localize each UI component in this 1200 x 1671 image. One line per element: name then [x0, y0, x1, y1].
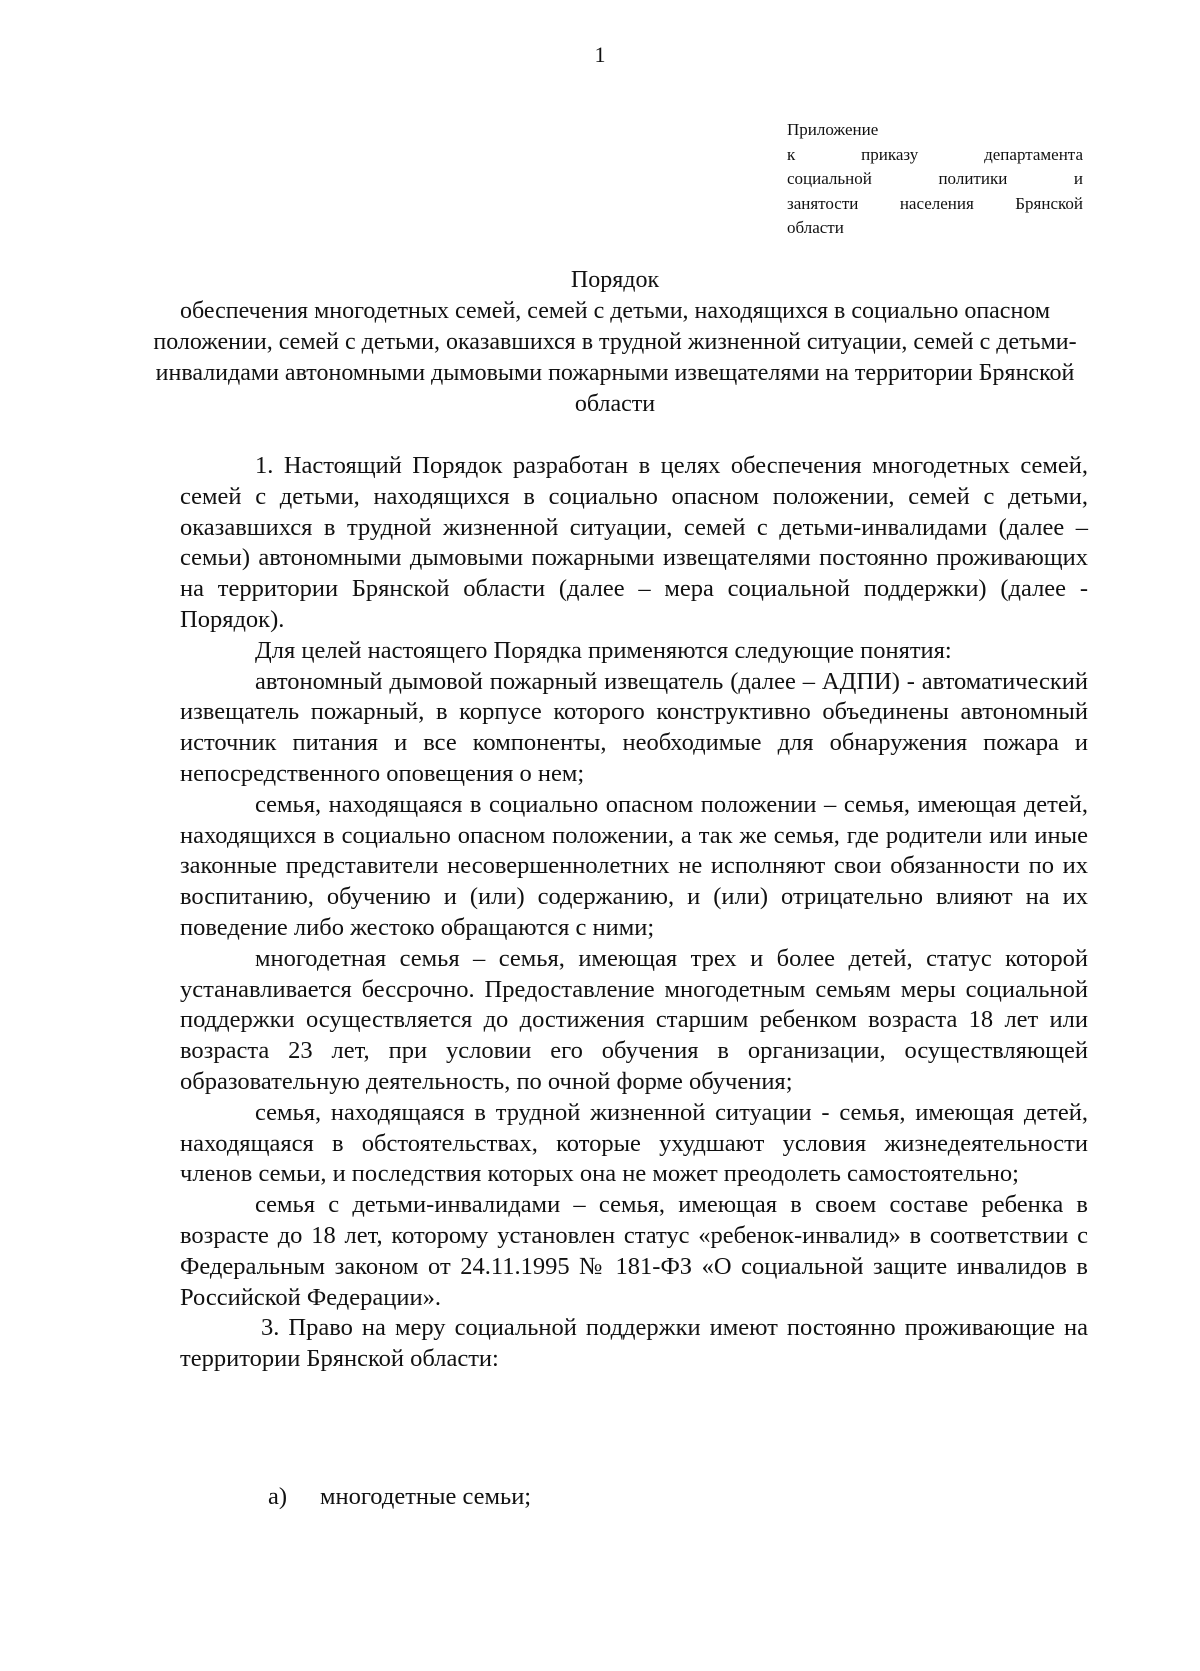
appendix-note — [787, 118, 1083, 241]
paragraph: Для целей настоящего Порядка применяются следующие понятия: — [255, 636, 952, 664]
list-item-letter: а) — [268, 1483, 288, 1510]
definition-paragraph: многодетная семья – семья, имеющая трех и более детей, статус которой устанавливается бессрочно. Предоставление многодетным семьям меры социальной поддержки осуществляется до достижения старшим ребенком возраста 18 лет или возраста 23 лет, при условии его обучения в организации, осуществляющей образовательную деятельность, по очной форме обучения; — [180, 944, 1088, 1095]
appendix-line: к приказу департамента — [787, 144, 1083, 164]
document-title: Порядок — [570, 267, 660, 293]
appendix-line: области — [787, 218, 844, 237]
definition-paragraph: автономный дымовой пожарный извещатель (далее – АДПИ) - автоматический извещатель пожарный, в корпусе которого конструктивно объединены автономный источник питания и все компоненты, необходимые для обнаружения пожара и непосредственного оповещения о нем; — [180, 667, 1088, 787]
appendix-line: социальной политики и — [787, 169, 1083, 188]
document-body — [180, 451, 1088, 1375]
appendix-line: Приложение — [787, 120, 879, 139]
page-number: 1 — [594, 42, 606, 67]
paragraph: 1. Настоящий Порядок разработан в целях обеспечения многодетных семей, семей с детьми, находящихся в социально опасном положении, семей с детьми, оказавшихся в трудной жизненной ситуации, семей с детьми-инвалидами (далее – семьи) автономными дымовыми пожарными извещателями постоянно проживающих на территории Брянской области (далее – мера социальной поддержки) (далее - Порядок). — [180, 452, 1088, 633]
definition-paragraph: семья, находящаяся в социально опасном положении – семья, имеющая детей, находящихся в социально опасном положении, а так же семья, где родители или иные законные представители несовершеннолетних не исполняют свои обязанности по их воспитанию, обучению и (или) содержанию, и (или) отрицательно влияют на их поведение либо жестоко обращаются с ними; — [180, 790, 1088, 941]
definition-paragraph: семья, находящаяся в трудной жизненной ситуации - семья, имеющая детей, находящаяся в обстоятельствах, которые ухудшают условия жизнедеятельности членов семьи, и последствия которых она не может преодолеть самостоятельно; — [180, 1098, 1088, 1188]
definition-paragraph: семья с детьми-инвалидами – семья, имеющая в своем составе ребенка в возрасте до 18 лет, которому установлен статус «ребенок-инвалид» в соответствии с Федеральным законом от 24.11.1995 № 181-ФЗ «О социальной защите инвалидов в Российской Федерации». — [180, 1191, 1088, 1311]
paragraph: 3. Право на меру социальной поддержки имеют постоянно проживающие на территории Брянской области: — [180, 1314, 1088, 1373]
appendix-line: занятости населения Брянской — [787, 193, 1083, 213]
document-subtitle: обеспечения многодетных семей, семей с детьми, находящихся в социально опасном положении, семей с детьми, оказавшихся в трудной жизненной ситуации, семей с детьми-инвалидами автономными дымовыми пожарными извещателями на территории Брянской области — [153, 298, 1077, 417]
list-item-text: многодетные семьи; — [320, 1483, 532, 1510]
document-title-block — [150, 265, 1080, 420]
list-item — [268, 1483, 531, 1511]
